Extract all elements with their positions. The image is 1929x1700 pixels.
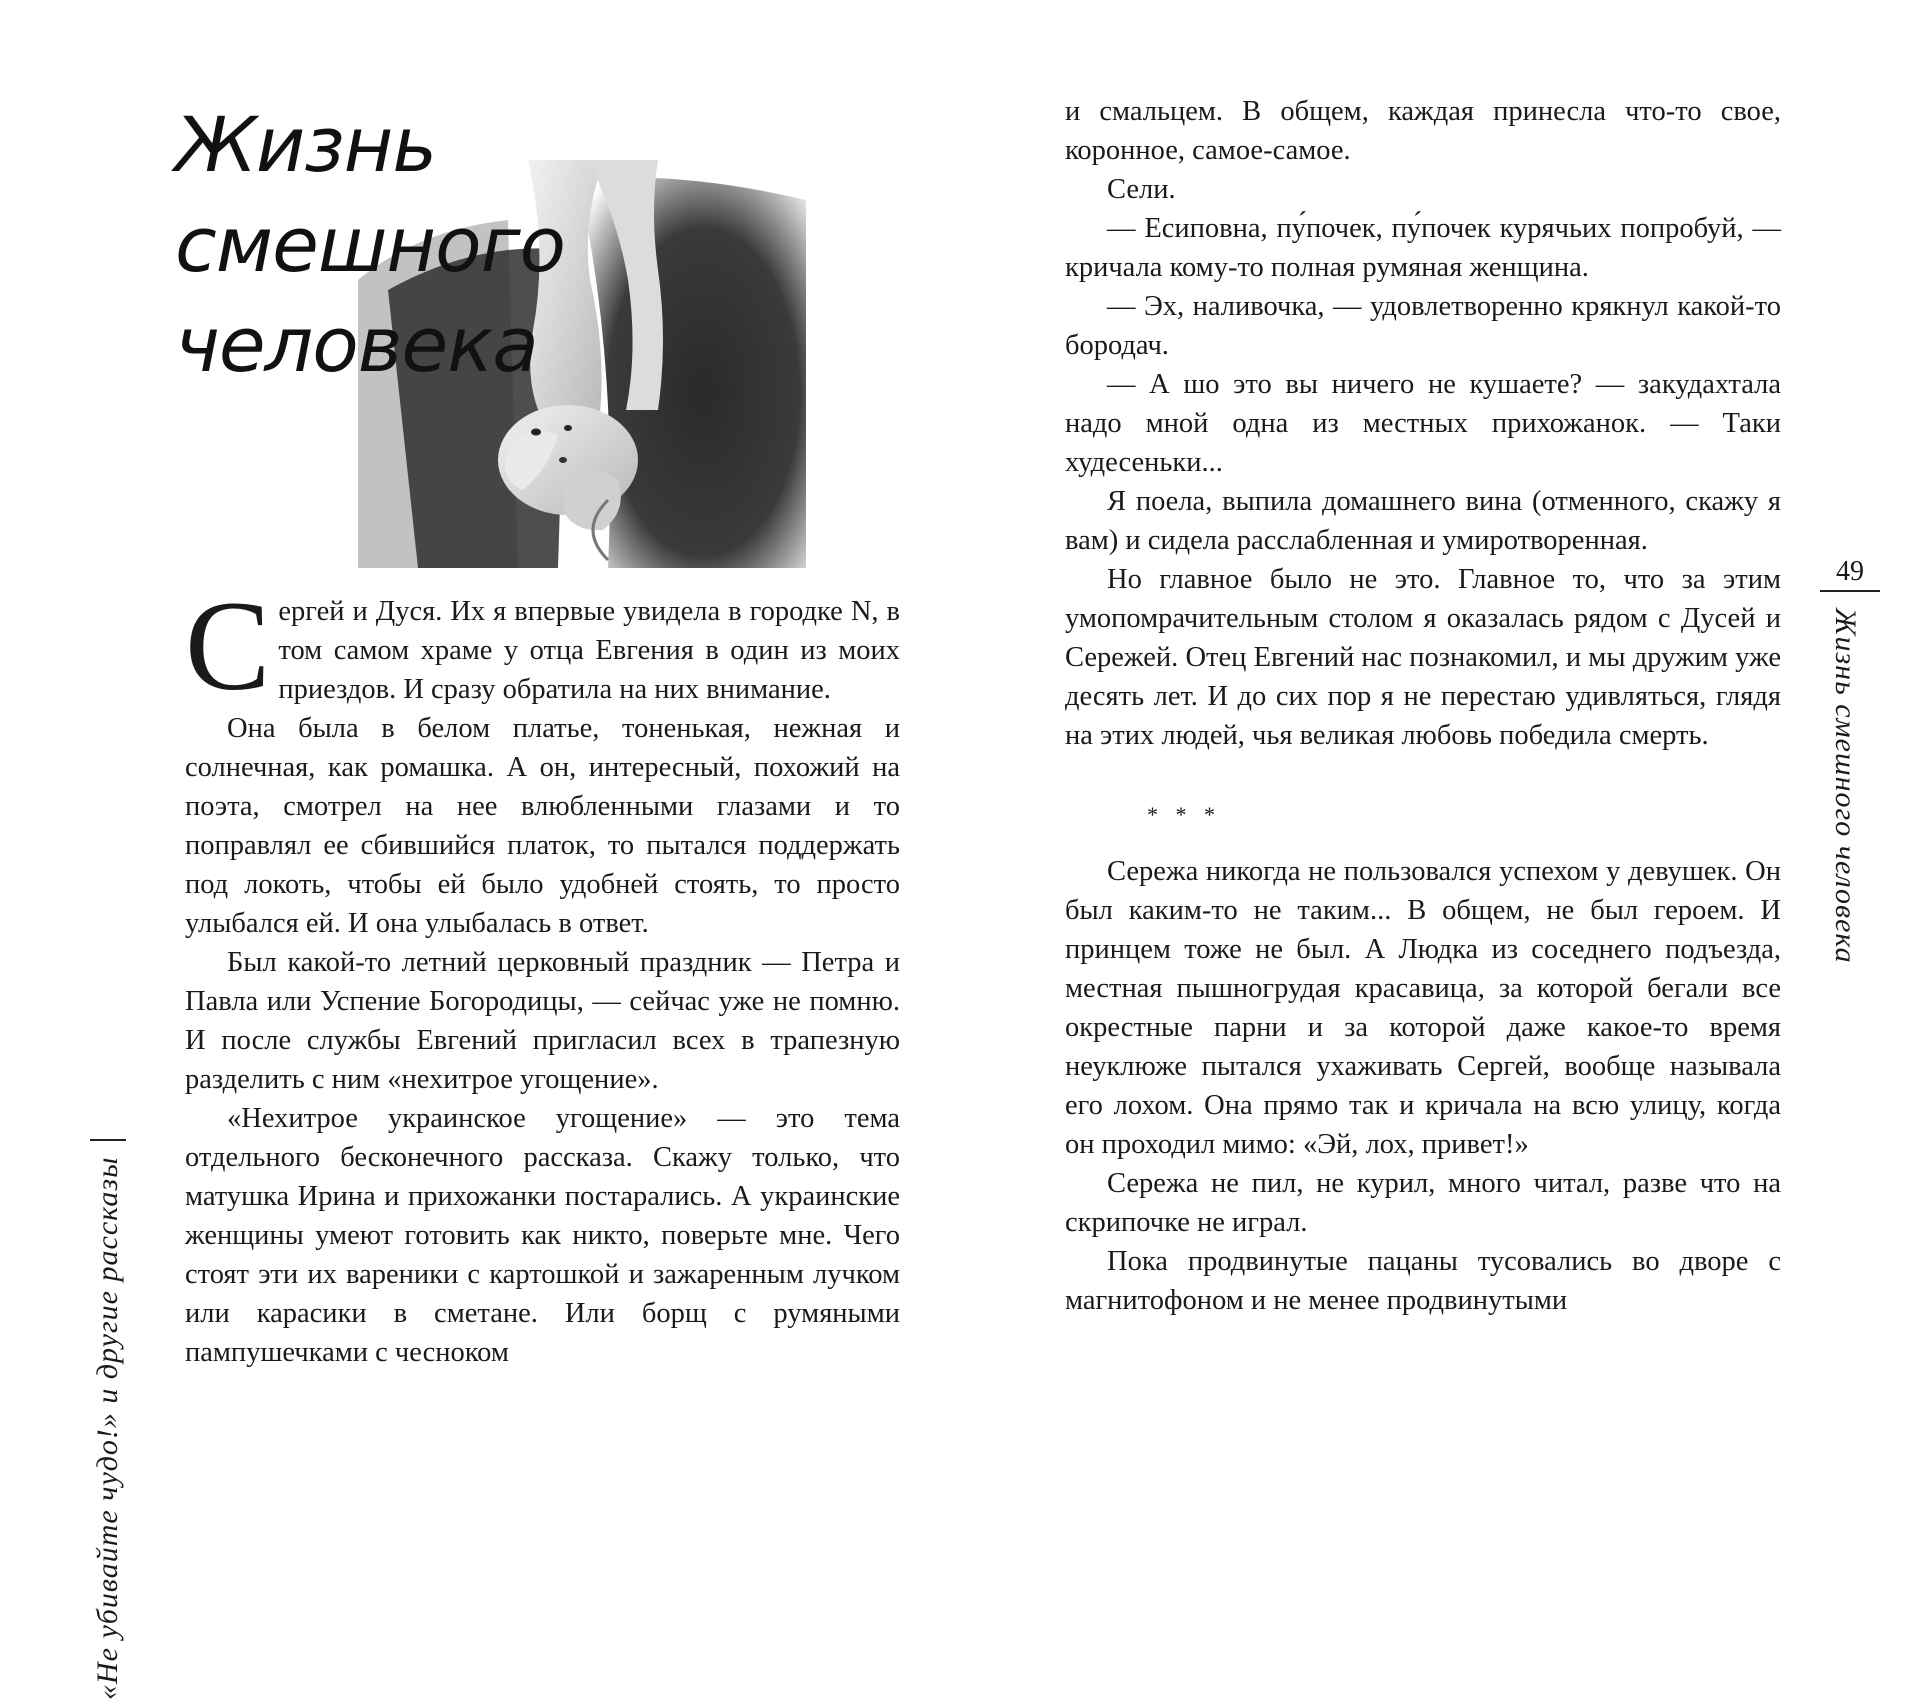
paragraph: Сели. [1107,174,1176,205]
running-head-divider [1827,590,1863,592]
paragraph-text: ергей и Дуся. Их я впервые увидела в городке N, в том самом храме у отца Евгения в один из моих приездов. И сразу обратила на них внимание. [278,596,900,705]
left-text-column [185,575,900,1372]
section-separator: * * * [1147,802,1221,827]
paragraph: Она была в белом платье, тоненькая, нежная и солнечная, как ромашка. А он, интересный, похожий на поэта, смотрел на нее влюбленными глазами и то поправлял ее сбившийся платок, то пытался поддержать под локоть, чтобы ей было удобней стоять, то просто улыбался ей. И она улыбалась в ответ. [185,713,900,939]
right-running-head-text: Жизнь смешного человека [1829,608,1862,964]
right-running-head [1825,590,1875,1110]
right-text-column [1065,92,1781,1320]
paragraph: Пока продвинутые пацаны тусовались во дворе с магнитофоном и не менее продвинутыми [1065,1246,1781,1316]
page-number: 49 [1820,556,1880,592]
dropcap-letter: С [185,575,271,717]
chapter-title [175,95,815,395]
paragraph: Был какой-то летний церковный праздник — Петра и Павла или Успение Богородицы, — сейчас уже не помню. И после службы Евгений пригласил всех в трапезную разделить с ним «нехитрое угощение». [185,947,900,1095]
paragraph: — Есиповна, пу́почек, пу́почек курячьих попробуй, — кричала кому-то полная румяная женщина. [1065,213,1781,283]
paragraph [185,575,900,717]
paragraph: Сережа никогда не пользовался успехом у девушек. Он был каким-то не таким... В общем, не был героем. И принцем тоже не был. А Людка из соседнего подъезда, местная пышногрудая красавица, за которой бегали все окрестные парни и за которой даже какое-то время неуклюже пытался ухаживать Сергей, вообще называла его лохом. Она прямо так и кричала на всю улицу, когда он проходил мимо: «Эй, лох, привет!» [1065,856,1781,1160]
left-running-head-text: «Не убивайте чудо!» и другие рассказы [91,1156,124,1700]
running-head-divider [90,1139,126,1141]
chapter-title-line-1: Жизнь смешного [175,100,566,289]
paragraph: «Нехитрое украинское угощение» — это тема отдельного бесконечного рассказа. Скажу только, что матушка Ирина и прихожанки постарались. А украинские женщины умеют готовить как никто, поверьте мне. Чего стоят эти их вареники с картошкой и зажаренным лучком или карасики в сметане. Или борщ с румяными пампушечками с чесноком [185,1103,900,1368]
left-running-head [88,600,158,1700]
chapter-title-line-2: человека [175,300,538,389]
paragraph: Но главное было не это. Главное то, что за этим умопомрачительным столом я оказалась рядом с Дусей и Сережей. Отец Евгений нас познакомил, и мы дружим уже десять лет. И до сих пор я не перестаю удивляться, глядя на этих людей, чья великая любовь победила смерть. [1065,564,1781,751]
paragraph: — А шо это вы ничего не кушаете? — закудахтала надо мной одна из местных прихожанок. — Таки худесеньки... [1065,369,1781,478]
paragraph: и смальцем. В общем, каждая принесла что-то свое, коронное, самое-самое. [1065,96,1781,166]
paragraph: — Эх, наливочка, — удовлетворенно крякнул какой-то бородач. [1065,291,1781,361]
paragraph: Я поела, выпила домашнего вина (отменного, скажу я вам) и сидела расслабленная и умиротворенная. [1065,486,1781,556]
paragraph: Сережа не пил, не курил, много читал, разве что на скрипочке не играл. [1065,1168,1781,1238]
